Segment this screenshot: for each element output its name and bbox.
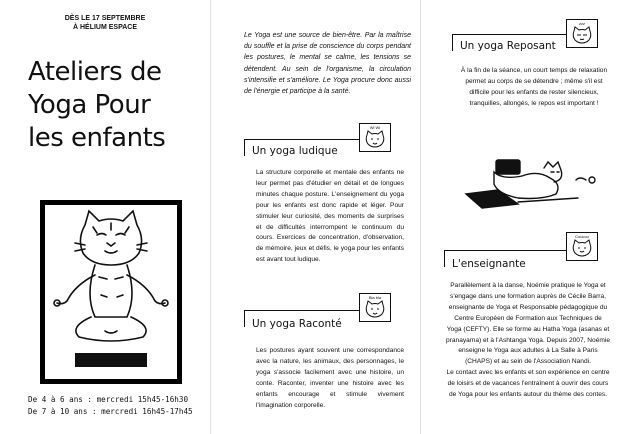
cat-drawing [45, 205, 177, 379]
event-date [0, 14, 210, 32]
intro-paragraph: Le Yoga est une source de bien-être. Par la maîtrise du souffle et la prise de conscience du corps pendant les postures, le mental se calme, les tensions se détendent. Au sein de l'organisme, la circulation s'intensifie et s'améliore. Le Yoga procure donc aussi de l'énergie et participe à la santé. [244, 32, 411, 96]
schedule [28, 394, 193, 418]
sleeping-cat-icon [566, 19, 598, 48]
title-line-1: Ateliers de [28, 57, 162, 87]
relaxing-cat-illustration [458, 150, 608, 212]
cat-speech-tag: Coucou [575, 234, 589, 239]
title-line-2: Yoga Pour [28, 90, 151, 120]
section-body-raconte: Les postures ayant souvent une correspondance avec la nature, les animaux, des personnages, le yoga s'associe facilement avec une histoire, un conte. Raconter, inventer une histoire avec les enfants encourage et stimule vivement l'imagination corporelle. [256, 347, 404, 409]
schedule-4-6: De 4 à 6 ans : mercredi 15h45-16h30 [28, 395, 189, 404]
teacher-bio: Parallèlement à la danse, Noémie pratique le Yoga et s'engage dans une formation auprès de Cécile Barra, enseignante de Yoga et Responsable pédagogique du Centre Européen de Formation aux Techniques de Yoga (CEFTY). Elle se forme au Hatha Yoga (asanas et pranayama) et à l'Ashtanga Yoga. Depuis 2007, Noémie enseigne le Yoga aux adultes à La Salle à Paris (CHAPS) et au sein de l'Association Nandi. [446, 282, 611, 366]
page-title [28, 56, 208, 155]
cat-face-icon [359, 123, 391, 152]
teacher-contact: Le contact avec les enfants et son expérience en centre de loisirs et de vacances l'entraînent à ouvrir des cours de Yoga pour les enfants autour du thème des contes. [446, 369, 610, 399]
schedule-7-10: De 7 à 10 ans : mercredi 16h45-17h45 [28, 407, 193, 416]
section-title-ludique: Un yoga ludique [252, 145, 338, 157]
cat-speech-tag: zzz [579, 21, 585, 26]
section-title-reposant: Un yoga Reposant [460, 40, 556, 52]
date-line: DÈS LE 17 SEPTEMBRE [64, 15, 146, 22]
section-title-enseignante: L'enseignante [452, 258, 526, 270]
venue-line: À HÉLIUM ESPACE [72, 24, 138, 31]
cat-speech-tag: Bla bla [368, 295, 382, 300]
title-line-3: les enfants [28, 123, 166, 153]
cat-speech-tag: Wi Wi [369, 125, 381, 130]
waving-cat-icon [566, 232, 598, 261]
section-title-raconte: Un yoga Raconté [252, 318, 342, 330]
fold-line-1 [210, 0, 211, 434]
section-body-ludique: La structure corporelle et mentale des enfants ne leur permet pas d'étudier en détail et de longues minutes chaque posture. L'enseignement du yoga pour les enfants est donc rapide et léger. Pour stimuler leur curiosité, des moments de surprises et de difficultés interrompent le continuum du cours. Exercices de concentration, d'observation, de mémoire, jeux et défis, le yoga pour les enfants est avant tout ludique. [256, 169, 404, 264]
section-body-enseignante [446, 281, 610, 401]
fold-line-2 [420, 0, 421, 434]
meditating-cat-illustration [40, 200, 182, 384]
cat-face-icon [359, 293, 391, 322]
section-body-reposant: À la fin de la séance, un court temps de relaxation permet au corps de se détendre ; même s'il est difficile pour les enfants de rester silencieux, tranquilles, allongés, le repos est important ! [460, 67, 608, 107]
cover-panel [0, 0, 210, 434]
